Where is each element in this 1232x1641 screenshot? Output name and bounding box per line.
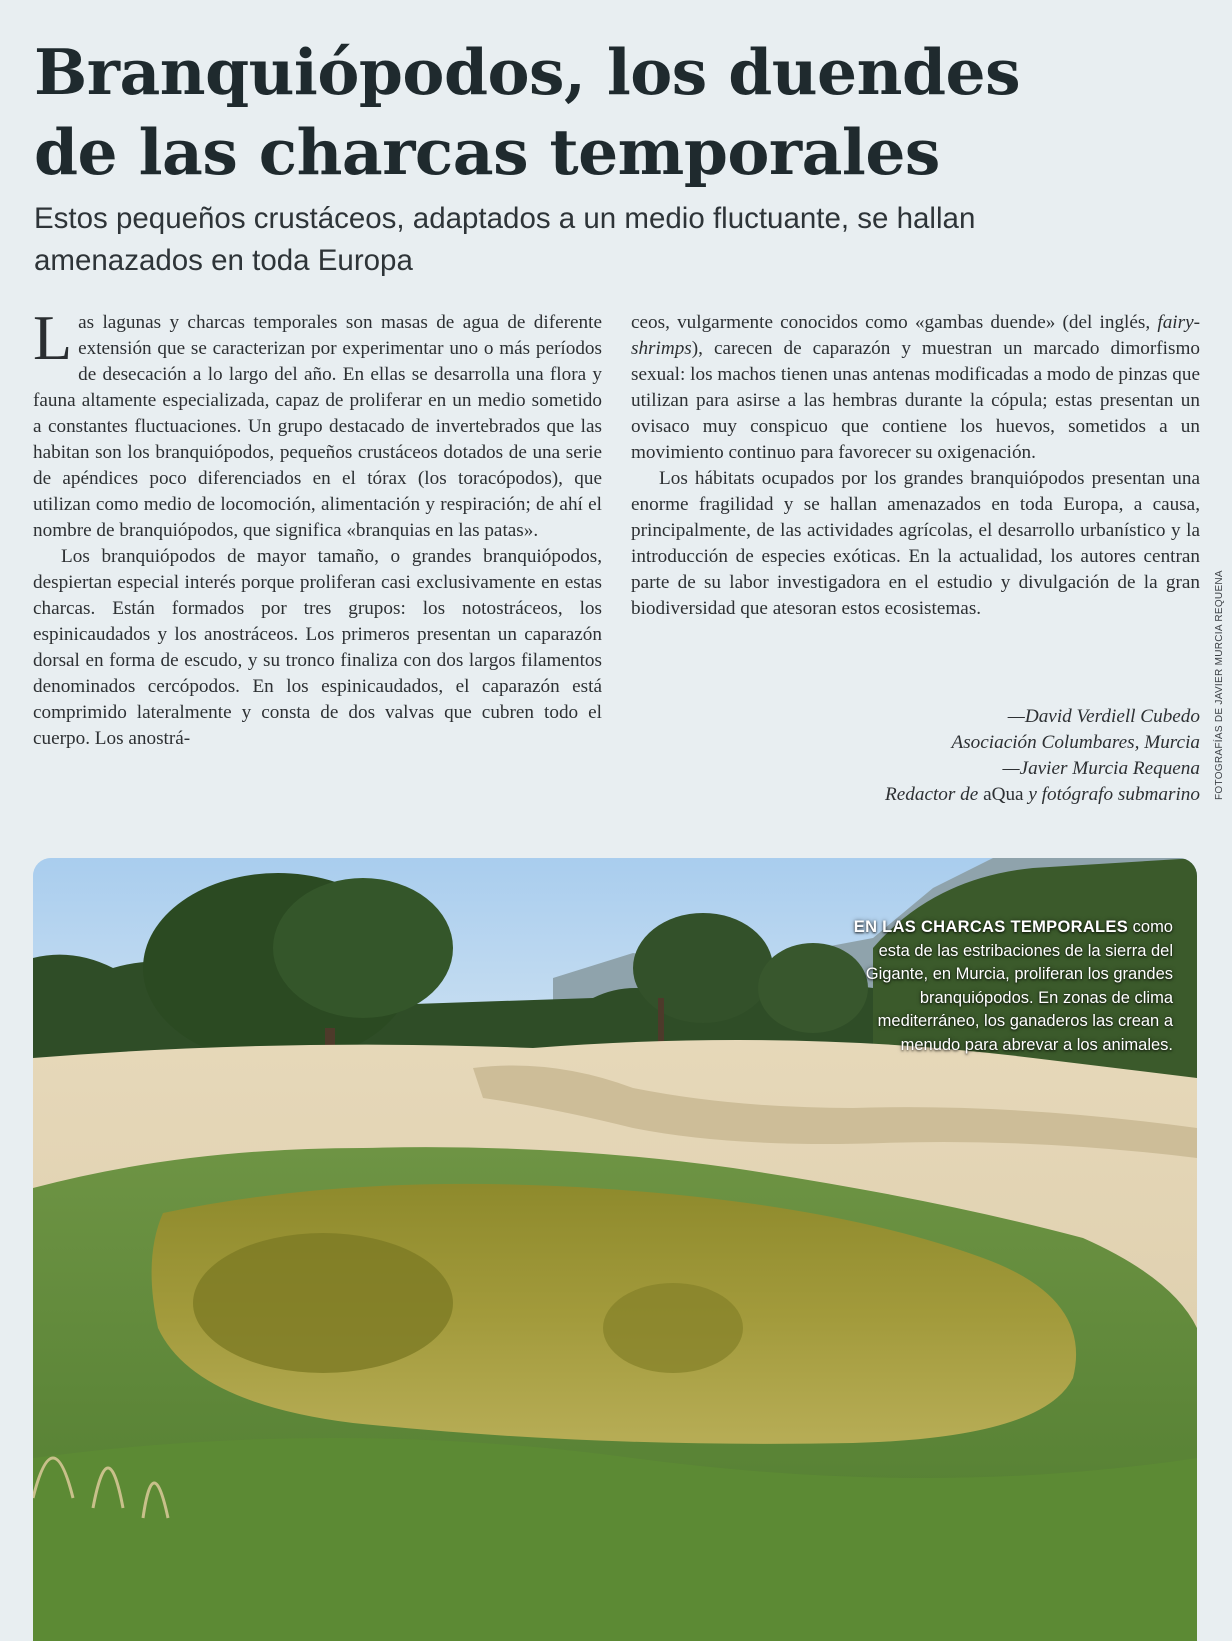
magazine-name: aQua (983, 784, 1024, 805)
subtitle-line-1: Estos pequeños crustáceos, adaptados a un medio fluctuante, se hallan (34, 202, 976, 235)
article-title (34, 32, 1134, 192)
author-1: —David Verdiell Cubedo (1007, 706, 1200, 727)
paragraph-3 (631, 310, 1200, 466)
affiliation-2-prefix: Redactor de (885, 784, 984, 805)
affiliation-2 (631, 782, 1200, 808)
paragraph-3-end: ), carecen de caparazón y muestran un marcado dimorfismo sexual: los machos tienen unas antenas modificadas a modo de pinzas que utilizan para asirse a las hembras durante la cópula; estas presentan un ovisaco muy conspicuo que contiene los huevos, sometidos a un movimiento continuo para favorecer su oxigenación. (631, 338, 1200, 463)
photo-credit-text: FOTOGRAFÍAS DE JAVIER MURCIA REQUENA (1214, 570, 1225, 800)
paragraph-4: Los hábitats ocupados por los grandes branquiópodos presentan una enorme fragilidad y se hallan amenazados en toda Europa, a causa, principalmente, de las actividades agrícolas, el desarrollo urbanístico y la introducción de especies exóticas. En la actualidad, los autores centran parte de su labor investigadora en el estudio y divulgación de la gran biodiversidad que atesoran estos ecosistemas. (631, 468, 1200, 619)
author-2: —Javier Murcia Requena (1002, 758, 1200, 779)
paragraph-3-start: ceos, vulgarmente conocidos como «gambas duende» (del inglés, (631, 312, 1158, 333)
title-line-1: Branquiópodos, los duendes (34, 35, 1021, 109)
author-signature (631, 704, 1200, 808)
body-column-left (33, 302, 602, 752)
paragraph-3-italic-term: fairy-shrimps (631, 312, 1200, 359)
caption-body: como esta de las estribaciones de la sierra del Gigante, en Murcia, proliferan los grandes branquiópodos. En zonas de clima mediterráneo, los ganaderos las crean a menudo para abrevar a los animales. (865, 918, 1173, 1054)
photo-credit (1214, 570, 1226, 800)
affiliation-1: Asociación Columbares, Murcia (951, 732, 1200, 753)
subtitle-line-2: amenazados en toda Europa (34, 244, 413, 277)
body-column-right (631, 310, 1200, 622)
affiliation-2-suffix: y fotógrafo submarino (1023, 784, 1200, 805)
paragraph-1 (33, 302, 602, 544)
drop-cap: L (33, 302, 73, 373)
tree-reflection (193, 1233, 453, 1373)
paragraph-1-text: as lagunas y charcas temporales son masas de agua de diferente extensión que se caracterizan por experimentar uno o más períodos de desecación a lo largo del año. En ellas se desarrolla una flora y fauna altamente especializada, capaz de proliferar en un medio sometido a constantes fluctuaciones. Un grupo destacado de invertebrados que las habitan son los branquiópodos, pequeños crustáceos dotados de una serie de apéndices poco diferenciados en el tórax (los toracópodos), que utilizan como medio de locomoción, alimentación y respiración; de ahí el nombre de branquiópodos, que significa «branquias en las patas». (33, 312, 602, 541)
article-subtitle (34, 198, 1164, 282)
paragraph-2: Los branquiópodos de mayor tamaño, o grandes branquiópodos, despiertan especial interés porque proliferan casi exclusivamente en estas charcas. Están formados por tres grupos: los notostráceos, los espinicaudados y los anostráceos. Los primeros presentan un caparazón dorsal en forma de escudo, y su tronco finaliza con dos largos filamentos denominados cercópodos. En los espinicaudados, el caparazón está comprimido lateralmente y consta de dos valvas que cubren todo el cuerpo. Los anostrá- (33, 546, 602, 749)
pine-tree-center (633, 913, 773, 1023)
photo-caption (843, 916, 1173, 1057)
landscape-photo (33, 858, 1197, 1641)
title-line-2: de las charcas temporales (34, 115, 940, 189)
caption-lead: EN LAS CHARCAS TEMPORALES (853, 918, 1129, 936)
